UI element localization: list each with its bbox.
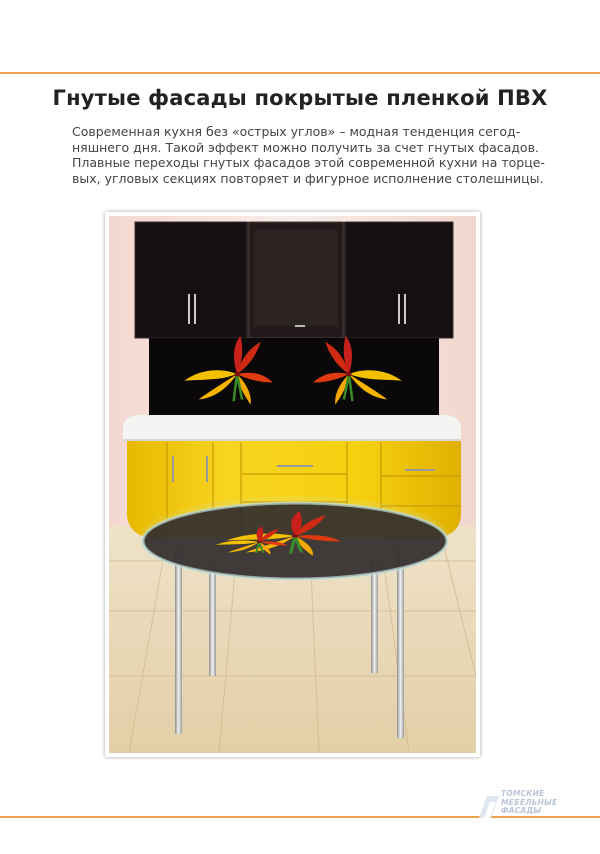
description-line: Современная кухня без «острых углов» – модная тенденция сегод- bbox=[72, 124, 521, 139]
logo-line: ФАСАДЫ bbox=[501, 806, 542, 815]
logo-line: ТОМСКИЕ bbox=[501, 789, 545, 798]
company-logo bbox=[477, 790, 577, 822]
logo-line: МЕБЕЛЬНЫЕ bbox=[501, 797, 558, 807]
logo-emblem-icon bbox=[477, 792, 501, 820]
description-line: вых, угловых секциях повторяет и фигурное исполнение столешницы. bbox=[72, 170, 544, 186]
description-line: няшнего дня. Такой эффект можно получить за счет гнутых фасадов. bbox=[72, 139, 539, 155]
page-title: Гнутые фасады покрытые пленкой ПВХ bbox=[52, 86, 548, 110]
description-text bbox=[72, 124, 545, 186]
kitchen-photo bbox=[109, 216, 476, 753]
kitchen-photo-frame bbox=[105, 212, 480, 757]
top-divider bbox=[0, 72, 600, 74]
description-line: Плавные переходы гнутых фасадов этой современной кухни на торце- bbox=[72, 155, 545, 170]
